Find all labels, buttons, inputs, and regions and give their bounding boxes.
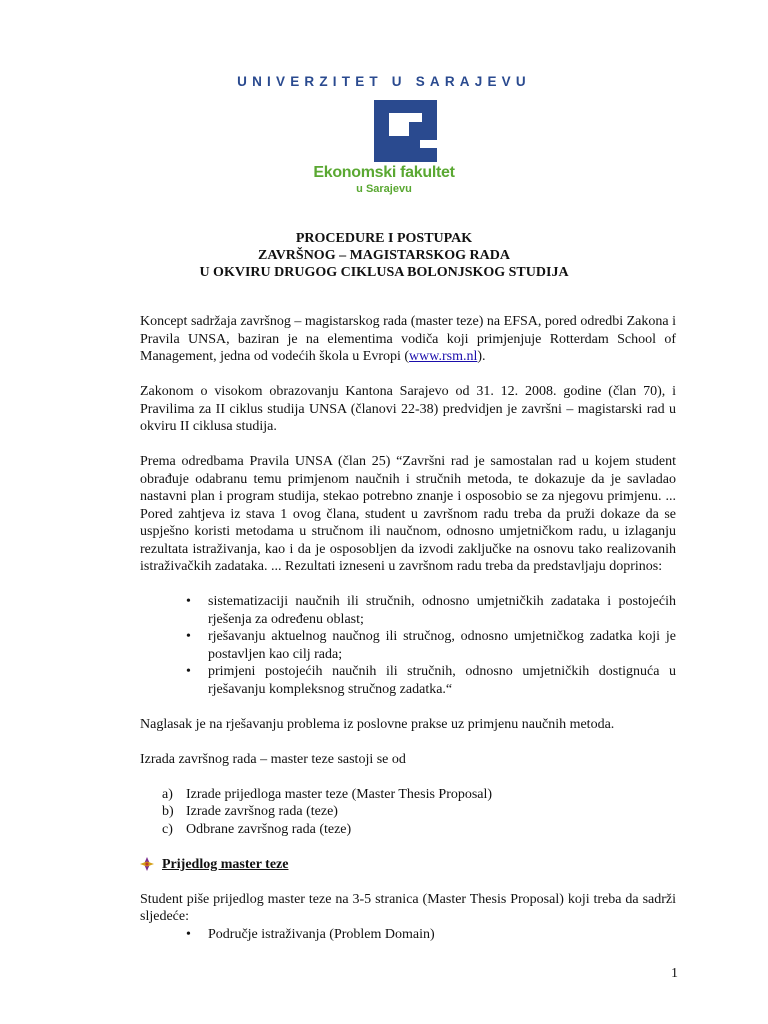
paragraph-law: Zakonom o visokom obrazovanju Kantona Sarajevo od 31. 12. 2008. godine (član 70), i Pravilima za II ciklus studija UNSA (članovi 22-38) predvidjen je završni – magistarski rad u okviru II ciklusa studija. [140, 384, 676, 434]
list-item: • rješavanju aktuelnog naučnog ili stručnog, odnosno umjetničkog zadatka koji je postavljen kao cilj rada; [208, 628, 676, 663]
paragraph-emphasis: Naglasak je na rješavanju problema iz poslovne prakse uz primjenu naučnih metoda. [140, 716, 615, 732]
section-heading [140, 856, 676, 874]
proposal-list [140, 926, 676, 944]
list-item: • Područje istraživanja (Problem Domain) [208, 926, 676, 944]
list-item [162, 803, 676, 821]
list-item [162, 821, 676, 839]
paragraph-concept [140, 313, 676, 366]
list-marker: c) [162, 821, 173, 837]
list-item: • primjeni postojećih naučnih ili stručnih, odnosno umjetničkih dostignuća u rješavanju kompleksnog stručnog zadatka.“ [208, 663, 676, 698]
faculty-logo-icon [374, 100, 437, 162]
diamond-bullet-icon [140, 857, 154, 871]
steps-list [140, 786, 676, 839]
faculty-name: Ekonomski fakultet [313, 164, 455, 181]
paragraph-steps-intro: Izrada završnog rada – master teze sastoji se od [140, 751, 406, 767]
page-number: 1 [671, 966, 678, 981]
list-item: • sistematizaciji naučnih ili stručnih, odnosno umjetničkih zadataka i postojećih rješenja za određenu oblast; [208, 593, 676, 628]
paragraph-proposal: Student piše prijedlog master teze na 3-5 stranica (Master Thesis Proposal) koji treba da sadrži sljedeće: [140, 891, 676, 924]
document-body [140, 313, 676, 961]
rsm-link[interactable]: www.rsm.nl [409, 349, 478, 364]
section-heading-text: Prijedlog master teze [162, 856, 289, 872]
title-line-1: PROCEDURE I POSTUPAK [295, 231, 473, 246]
paragraph-rules: Prema odredbama Pravila UNSA (član 25) “Završni rad je samostalan rad u kojem student obrađuje odabranu temu primjenom naučnih i stručnih metoda, te dokazuje da je savladao nastavni plan i program studija, stekao potrebno znanje i osposobio se za njegovu primjenu. ... Pored zahtjeva iz stava 1 ovog člana, student u završnom radu treba da pruži dokaze da se uspješno koristi metodama u stručnom ili naučnom, odnosno umjetničkom radu, u izlaganju rezultata istraživanja, kao i da je osposobljen da izvodi zaključke na osnovu tako realizovanih istraživačkih zadataka. ... Rezultati izneseni u završnom radu treba da predstavljaju doprinos: [140, 454, 676, 574]
paragraph-concept-end: ). [477, 349, 486, 364]
list-item [162, 786, 676, 804]
contribution-list [140, 593, 676, 698]
list-item-text: Odbrane završnog rada (teze) [186, 821, 352, 837]
title-line-2: ZAVRŠNOG – MAGISTARSKOG RADA [258, 248, 510, 263]
list-marker: a) [162, 786, 173, 802]
university-name: UNIVERZITET U SARAJEVU [237, 74, 531, 89]
faculty-city: u Sarajevu [356, 183, 412, 195]
list-item-text: Izrade prijedloga master teze (Master Thesis Proposal) [186, 786, 493, 802]
paragraph-concept-text: Koncept sadržaja završnog – magistarskog rada (master teze) na EFSA, pored odredbi Zakona i Pravila UNSA, baziran je na elementima vodiča koji primjenjuje Rotterdam School of Management, jedna od vodećih škola u Evropi ( [140, 314, 676, 364]
document-title [0, 230, 768, 281]
list-marker: b) [162, 804, 174, 819]
list-item-text: Izrade završnog rada (teze) [186, 804, 338, 819]
title-line-3: U OKVIRU DRUGOG CIKLUSA BOLONJSKOG STUDIJA [199, 265, 569, 280]
